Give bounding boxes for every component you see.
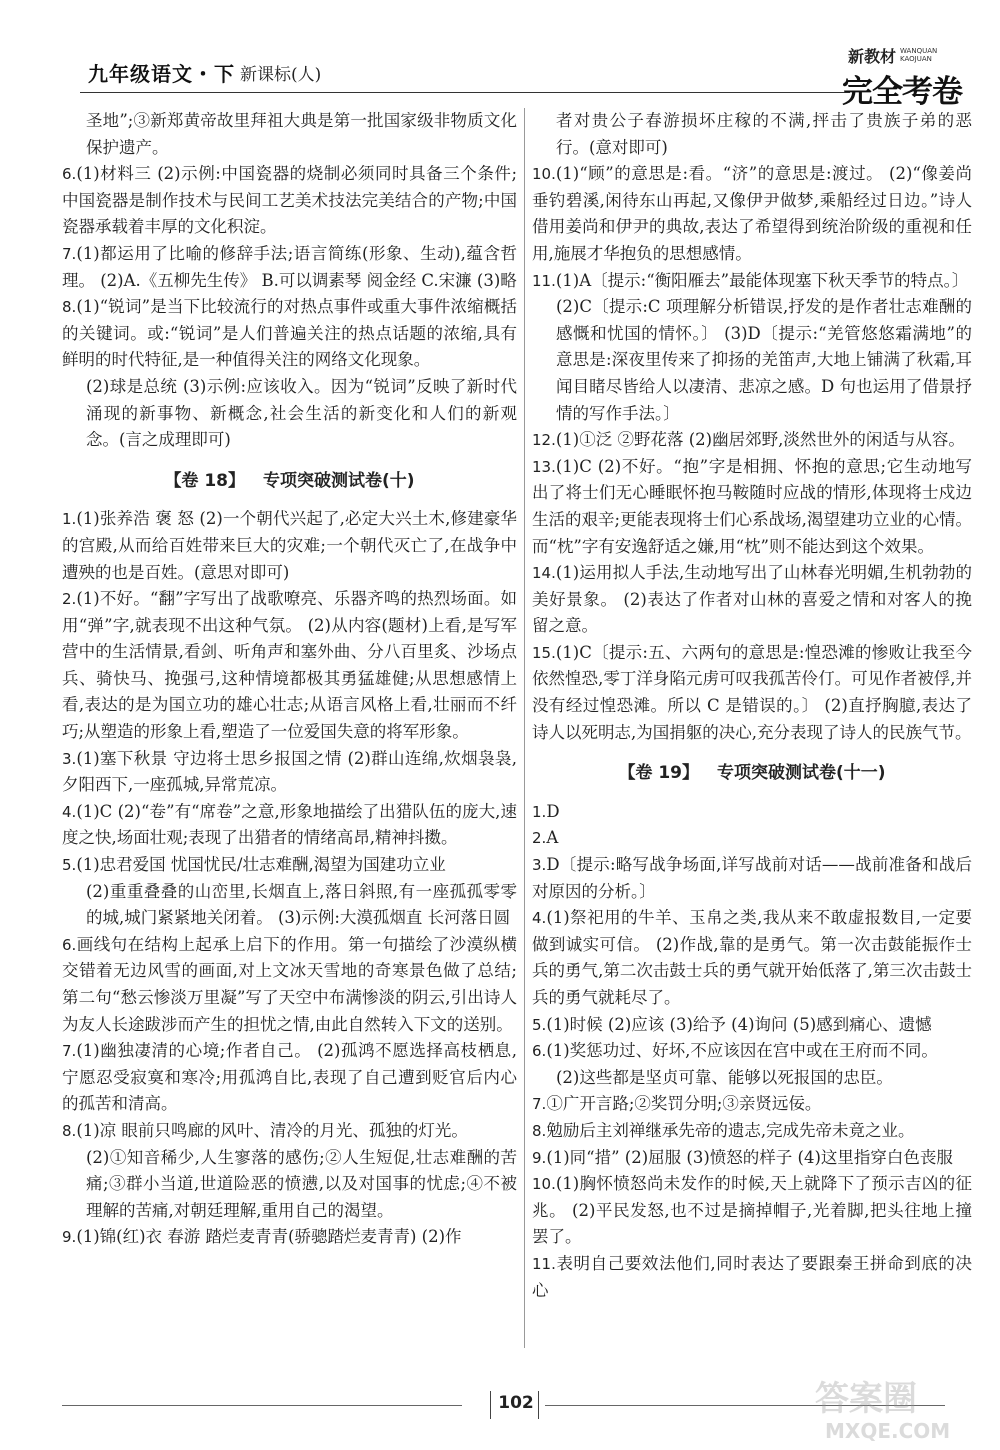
answer-item [62,932,517,1038]
footer-separator [490,1391,491,1419]
answer-item [532,852,972,905]
answer-number: 14. [532,564,556,583]
answer-number: 12. [532,431,556,450]
answer-number: 9. [62,1228,77,1247]
answer-item [62,161,517,241]
right-top-answers [532,108,972,746]
answer-text: 表明自己要效法他们,同时表达了要跟秦王拼命到底的决心 [532,1253,972,1300]
answer-number: 7. [62,244,77,263]
answer-item [62,799,517,852]
answer-text: 者对贵公子春游损坏庄稼的不满,抨击了贵族子弟的恶行。(意对即可) [556,111,972,157]
page-number: 102 [498,1393,534,1413]
answer-number: 6. [62,165,77,184]
answer-text: (1)时候 (2)应该 (3)给予 (4)询问 (5)感到痛心、遗憾 [546,1014,932,1034]
answer-item [62,241,517,294]
footer-rule-left [62,1405,462,1406]
answer-item [62,852,517,879]
answer-text: (1)奖惩功过、好坏,不应该因在宫中或在王府而不同。 [546,1041,938,1061]
answer-text: (1)祭祀用的牛羊、玉帛之类,我从来不敢虚报数目,一定要做到诚实可信。 (2)作战,靠的是勇气。第一次击鼓能振作士兵的勇气,第二次击鼓士兵的勇气就开始低落了,第三次击鼓士兵的勇气就耗尽了。 [532,908,972,1007]
right-section-answers [532,799,972,1304]
answer-item [532,1065,972,1092]
answer-number: 4. [62,802,77,821]
answer-number: 1. [532,802,547,821]
answer-item [532,1145,972,1172]
answer-text: (2)①知音稀少,人生寥落的感伤;②人生短促,壮志难酬的苦痛;③群小当道,世道险恶的愤懑,以及对国事的忧虑;④不被理解的苦痛,对朝廷理解,重用自己的渴望。 [86,1147,517,1220]
answer-text: 圣地”;③新郑黄帝故里拜祖大典是第一批国家级非物质文化保护遗产。 [86,111,517,157]
answer-item [532,161,972,267]
answer-number: 13. [532,457,556,476]
answer-text: (2)球是总统 (3)示例:应该收入。因为“锐词”反映了新时代涌现的新事物、新概念,社会生活的新变化和人们的新观念。(言之成理即可) [86,376,517,450]
answer-item [532,640,972,746]
answer-item [62,1145,517,1225]
answer-number: 6. [532,1042,547,1061]
book-subtitle: 新课标(人) [240,65,322,85]
answer-text: (1)凉 眼前只鸣廊的风叶、清冷的月光、孤独的灯光。 [76,1120,468,1140]
answer-number: 15. [532,643,556,662]
answer-text: (1)锦(红)衣 春游 踏烂麦青青(骄骢踏烂麦青青) (2)作 [76,1227,462,1247]
answer-text: 画线句在结构上起承上启下的作用。第一句描绘了沙漠纵横交错着无边风雪的画面,对上文冰天雪地的奇寒景色做了总结;第二句“愁云惨淡万里凝”写了天空中布满惨淡的阴云,引出诗人为友人长途跋涉而产生的担忧之情,由此自然转入下文的送别。 [62,934,517,1034]
footer-separator [538,1391,539,1419]
brand-pinyin [900,47,937,63]
answer-item [62,294,517,374]
section-label: 【卷 19】 [618,763,700,784]
header-rule [80,92,850,93]
answer-number: 9. [532,1148,547,1167]
answer-number: 8. [62,1121,77,1140]
answer-item [62,108,517,161]
answer-number: 7. [532,1095,547,1114]
answer-number: 10. [532,1175,556,1194]
section-header-19 [532,760,972,787]
section-header-18 [62,468,517,495]
answer-item [62,506,517,586]
answer-text: 勉励后主刘禅继承先帝的遗志,完成先帝未竟之业。 [546,1120,915,1140]
answer-item [532,454,972,560]
brand-logo-text: 完全考卷 [842,74,962,110]
answer-item [532,1012,972,1039]
answer-item [532,1118,972,1145]
answer-text: (1)张养浩 褒 怒 (2)一个朝代兴起了,必定大兴土木,修建豪华的宫殿,从而给百姓带来巨大的灾难;一个朝代灭亡了,在战争中遭殃的也是百姓。(意思对即可) [62,509,517,582]
answer-number: 8. [532,1121,547,1140]
answer-text: (1)忠君爱国 忧国忧民/壮志难酬,渴望为国建功立业 [76,855,446,875]
answer-number: 8. [62,298,77,317]
left-column [62,108,517,1251]
answer-number: 11. [532,271,556,290]
answer-text: (1)“锐词”是当下比较流行的对热点事件或重大事件浓缩概括的关键词。或:“锐词”是人们普遍关注的热点话题的浓缩,具有鲜明的时代特征,是一种值得关注的网络文化现象。 [62,297,517,370]
answer-item [532,108,972,161]
answer-item [62,586,517,746]
answer-item [532,560,972,640]
left-top-answers [62,108,517,454]
answer-item [532,294,972,427]
answer-item [532,427,972,454]
answer-text: (2)这些都是坚贞可靠、能够以死报国的忠臣。 [556,1067,893,1087]
answer-text: (1)C (2)不好。“抱”字是相拥、怀抱的意思;它生动地写出了将士们无心睡眠怀抱马鞍随时应战的情形,体现将士戍边生活的艰辛;更能表现将士们心系战场,渴望建功立业的心情。而“枕”字有安逸舒适之嫌,用“枕”则不能达到这个效果。 [532,456,972,556]
answer-text: (1)都运用了比喻的修辞手法;语言简练(形象、生动),蕴含哲理。 (2)A.《五柳先生传》 B.可以调素琴 阅金经 C.宋濂 (3)略 [62,243,517,290]
answer-text: (1)胸怀愤怒尚未发作的时候,天上就降下了预示吉凶的征兆。 (2)平民发怒,也不过是摘掉帽子,光着脚,把头往地上撞罢了。 [532,1174,972,1247]
answer-number: 10. [532,165,556,184]
answer-text: (1)材料三 (2)示例:中国瓷器的烧制必须同时具备三个条件;中国瓷器是制作技术与民间工艺美术技法完美结合的产物;中国瓷器承载着丰厚的文化积淀。 [62,164,517,237]
answer-number: 5. [532,1015,547,1034]
answer-item [532,905,972,1011]
answer-number: 7. [62,1042,77,1061]
watermark-text-1: 答案圈 [815,1379,917,1419]
section-title: 专项突破测试卷(十) [263,470,415,491]
right-column [532,108,972,1304]
answer-item [532,825,972,852]
answer-number: 3. [62,749,77,768]
answer-text: (1)C〔提示:五、六两句的意思是:惶恐滩的惨败让我至今依然惶恐,零丁洋身陷元虏可叹我孤苦伶仃。可见作者被俘,并没有经过惶恐滩。所以 C 是错误的。〕 (2)直抒胸臆,表达了诗人以死明志,为国捐躯的决心,充分表现了诗人的民族气节。 [532,642,972,742]
answer-number: 4. [532,909,547,928]
answer-text: (1)不好。“翻”字写出了战歌嘹亮、乐器齐鸣的热烈场面。如用“弹”字,就表现不出这种气氛。 (2)从内容(题材)上看,是写军营中的生活情景,看剑、听角声和塞外曲、分八百里炙、沙场点兵、骑快马、挽强弓,这种情境都极其勇猛雄健;从思想感情上看,表达的是为国立功的雄心壮志;从语言风格上看,壮丽而不纤巧;从塑造的形象上看,塑造了一位爱国失意的将军形象。 [62,589,517,742]
answer-text: (1)运用拟人手法,生动地写出了山林春光明媚,生机勃勃的美好景象。 (2)表达了作者对山林的喜爱之情和对客人的挽留之意。 [532,563,972,636]
page-header [0,0,1000,110]
answer-item [532,1038,972,1065]
answer-text: (1)幽独凄清的心境;作者自己。 (2)孤鸿不愿选择高枝栖息,宁愿忍受寂寞和寒冷;用孤鸿自比,表现了自己遭到贬官后内心的孤苦和清高。 [62,1041,517,1114]
answer-text: ①广开言路;②奖罚分明;③亲贤远佞。 [546,1094,822,1114]
answer-item [532,1251,972,1304]
answer-number: 5. [62,856,77,875]
watermark-logo [805,1370,995,1445]
answer-item [62,1038,517,1118]
answer-item [532,268,972,295]
left-section-answers [62,506,517,1251]
brand-pinyin-1: WANQUAN [900,47,938,55]
answer-item [62,374,517,454]
answer-item [532,1171,972,1251]
brand-pinyin-2: KAOJUAN [900,55,932,63]
answer-item [62,746,517,799]
answer-text: (1)同“措” (2)屈服 (3)愤怒的样子 (4)这里指穿白色丧服 [546,1147,953,1167]
answer-number: 1. [62,510,77,529]
watermark-text-2: MXQE.COM [825,1419,951,1443]
answer-text: (2)重重叠叠的山峦里,长烟直上,落日斜照,有一座孤孤零零的城,城门紧紧地关闭着。 (3)示例:大漠孤烟直 长河落日圆 [86,881,517,928]
answer-item [532,799,972,826]
answer-item [62,1224,517,1251]
answer-item [62,879,517,932]
answer-text: D [546,801,560,821]
answer-item [532,1091,972,1118]
answer-text: (1)塞下秋景 守边将士思乡报国之情 (2)群山连绵,炊烟袅袅,夕阳西下,一座孤城,异常荒凉。 [62,748,517,795]
section-label: 【卷 18】 [164,470,246,491]
answer-text: (1)A〔提示:“衡阳雁去”最能体现塞下秋天季节的特点。〕 [555,270,969,290]
answer-number: 2. [532,829,547,848]
answer-text: (1)①泛 ②野花落 (2)幽居郊野,淡然世外的闲适与从容。 [555,430,965,450]
answer-item [62,1118,517,1145]
answer-text: (1)“顾”的意思是:看。“济”的意思是:渡过。 (2)“像姜尚垂钓碧溪,闲待东山再起,又像伊尹做梦,乘船经过日边。”诗人借用姜尚和伊尹的典故,表达了希望得到统治阶级的重视和任用,施展才华抱负的思想感情。 [532,164,972,263]
answer-number: 11. [532,1254,556,1273]
answer-text: A [546,828,559,848]
book-title: 九年级语文・下 [88,62,235,86]
answer-number: 6. [62,935,77,954]
brand-small-text: 新教材 [848,47,897,66]
answer-text: D〔提示:略写战争场面,详写战前对话——战前准备和战后对原因的分析。〕 [532,855,972,901]
answer-number: 3. [532,856,547,875]
answer-text: (2)C〔提示:C 项理解分析错误,抒发的是作者壮志难酬的感慨和忧国的情怀。〕 (3)D〔提示:“羌管悠悠霜满地”的意思是:深夜里传来了抑扬的羌笛声,大地上铺满了秋霜,耳闻目睹尽皆给人以凄清、悲凉之感。D 句也运用了借景抒情的写作手法。〕 [556,297,972,423]
answer-number: 2. [62,590,77,609]
column-divider [524,108,525,1348]
answer-text: (1)C (2)“卷”有“席卷”之意,形象地描绘了出猎队伍的庞大,速度之快,场面壮观;表现了出猎者的情绪高昂,精神抖擞。 [62,801,517,848]
section-title: 专项突破测试卷(十一) [717,763,886,784]
